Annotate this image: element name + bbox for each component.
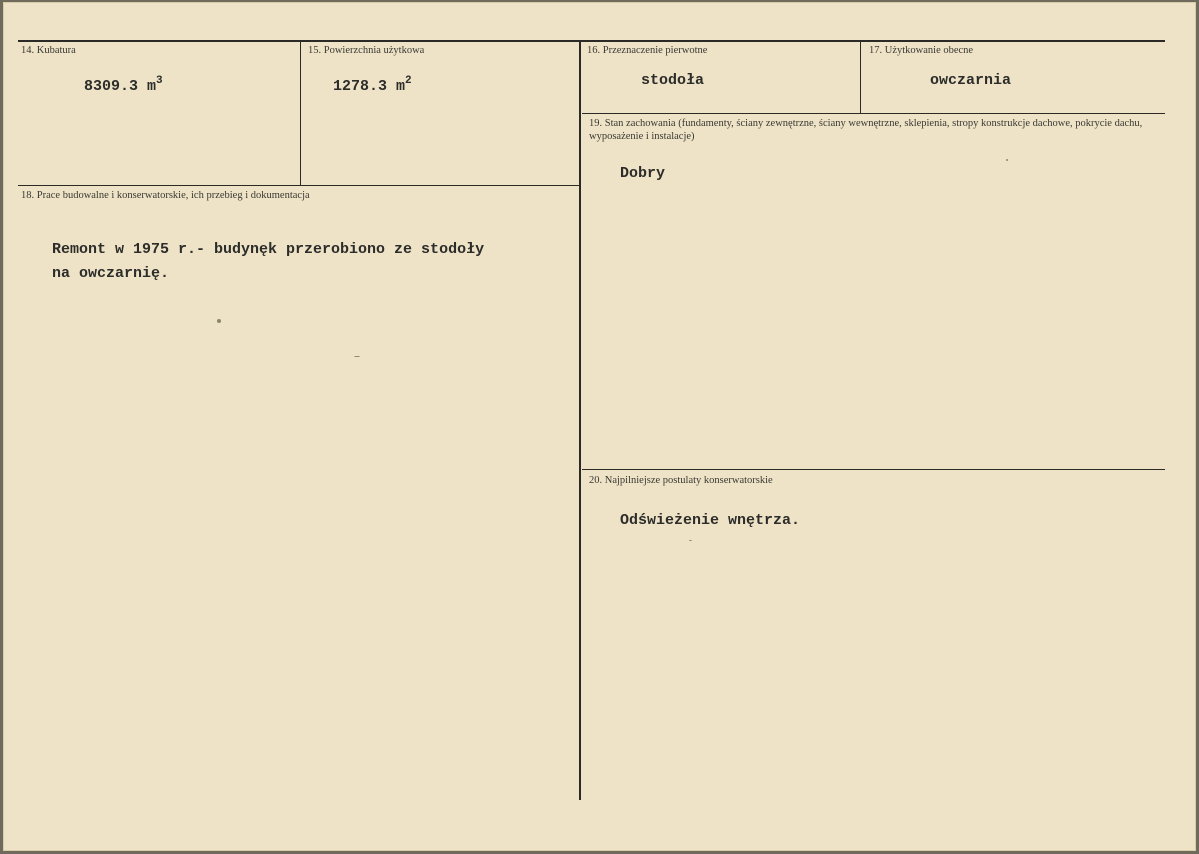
divider-16-17 — [860, 41, 861, 113]
field-18-value-line-1: Remont w 1975 r.- budynęk przerobiono ze stodoły — [52, 241, 485, 258]
field-19-value: Dobry — [620, 165, 666, 182]
field-17-label: 17. Użytkowanie obecne — [869, 45, 974, 56]
paper-speck — [354, 356, 360, 357]
record-card — [3, 2, 1196, 851]
paper-speck — [1006, 159, 1008, 161]
field-18-value-line-2: na owczarnię. — [52, 265, 170, 282]
divider-14-15 — [300, 41, 301, 185]
field-16-value: stodoła — [641, 72, 705, 89]
field-16-label: 16. Przeznaczenie pierwotne — [587, 45, 708, 56]
top-rule — [18, 40, 1165, 42]
field-19-label: 19. Stan zachowania (fundamenty, ściany zewnętrzne, ściany wewnętrzne, sklepienia, stropy konstrukcje dachowe, pokrycie dachu, wyposażenie i instalacje) — [589, 118, 1143, 143]
right-lower-rule — [582, 469, 1165, 470]
field-15-value: 1278.3 $m^2$ — [333, 75, 412, 95]
field-20-label: 20. Najpilniejsze postulaty konserwatorskie — [589, 475, 773, 486]
right-upper-rule — [582, 113, 1165, 114]
field-20-value: Odświeżenie wnętrza. — [620, 512, 801, 529]
left-middle-rule — [18, 185, 581, 186]
paper-speck — [217, 319, 221, 323]
field-17-value: owczarnia — [930, 72, 1012, 89]
field-15-label: 15. Powierzchnia użytkowa — [308, 45, 425, 56]
paper-speck — [689, 540, 692, 541]
field-18-label: 18. Prace budowalne i konserwatorskie, ich przebieg i dokumentacja — [21, 190, 310, 201]
field-14-label: 14. Kubatura — [21, 45, 76, 56]
center-divider — [579, 41, 581, 800]
field-14-value: 8309.3 $m^3$ — [84, 75, 163, 95]
